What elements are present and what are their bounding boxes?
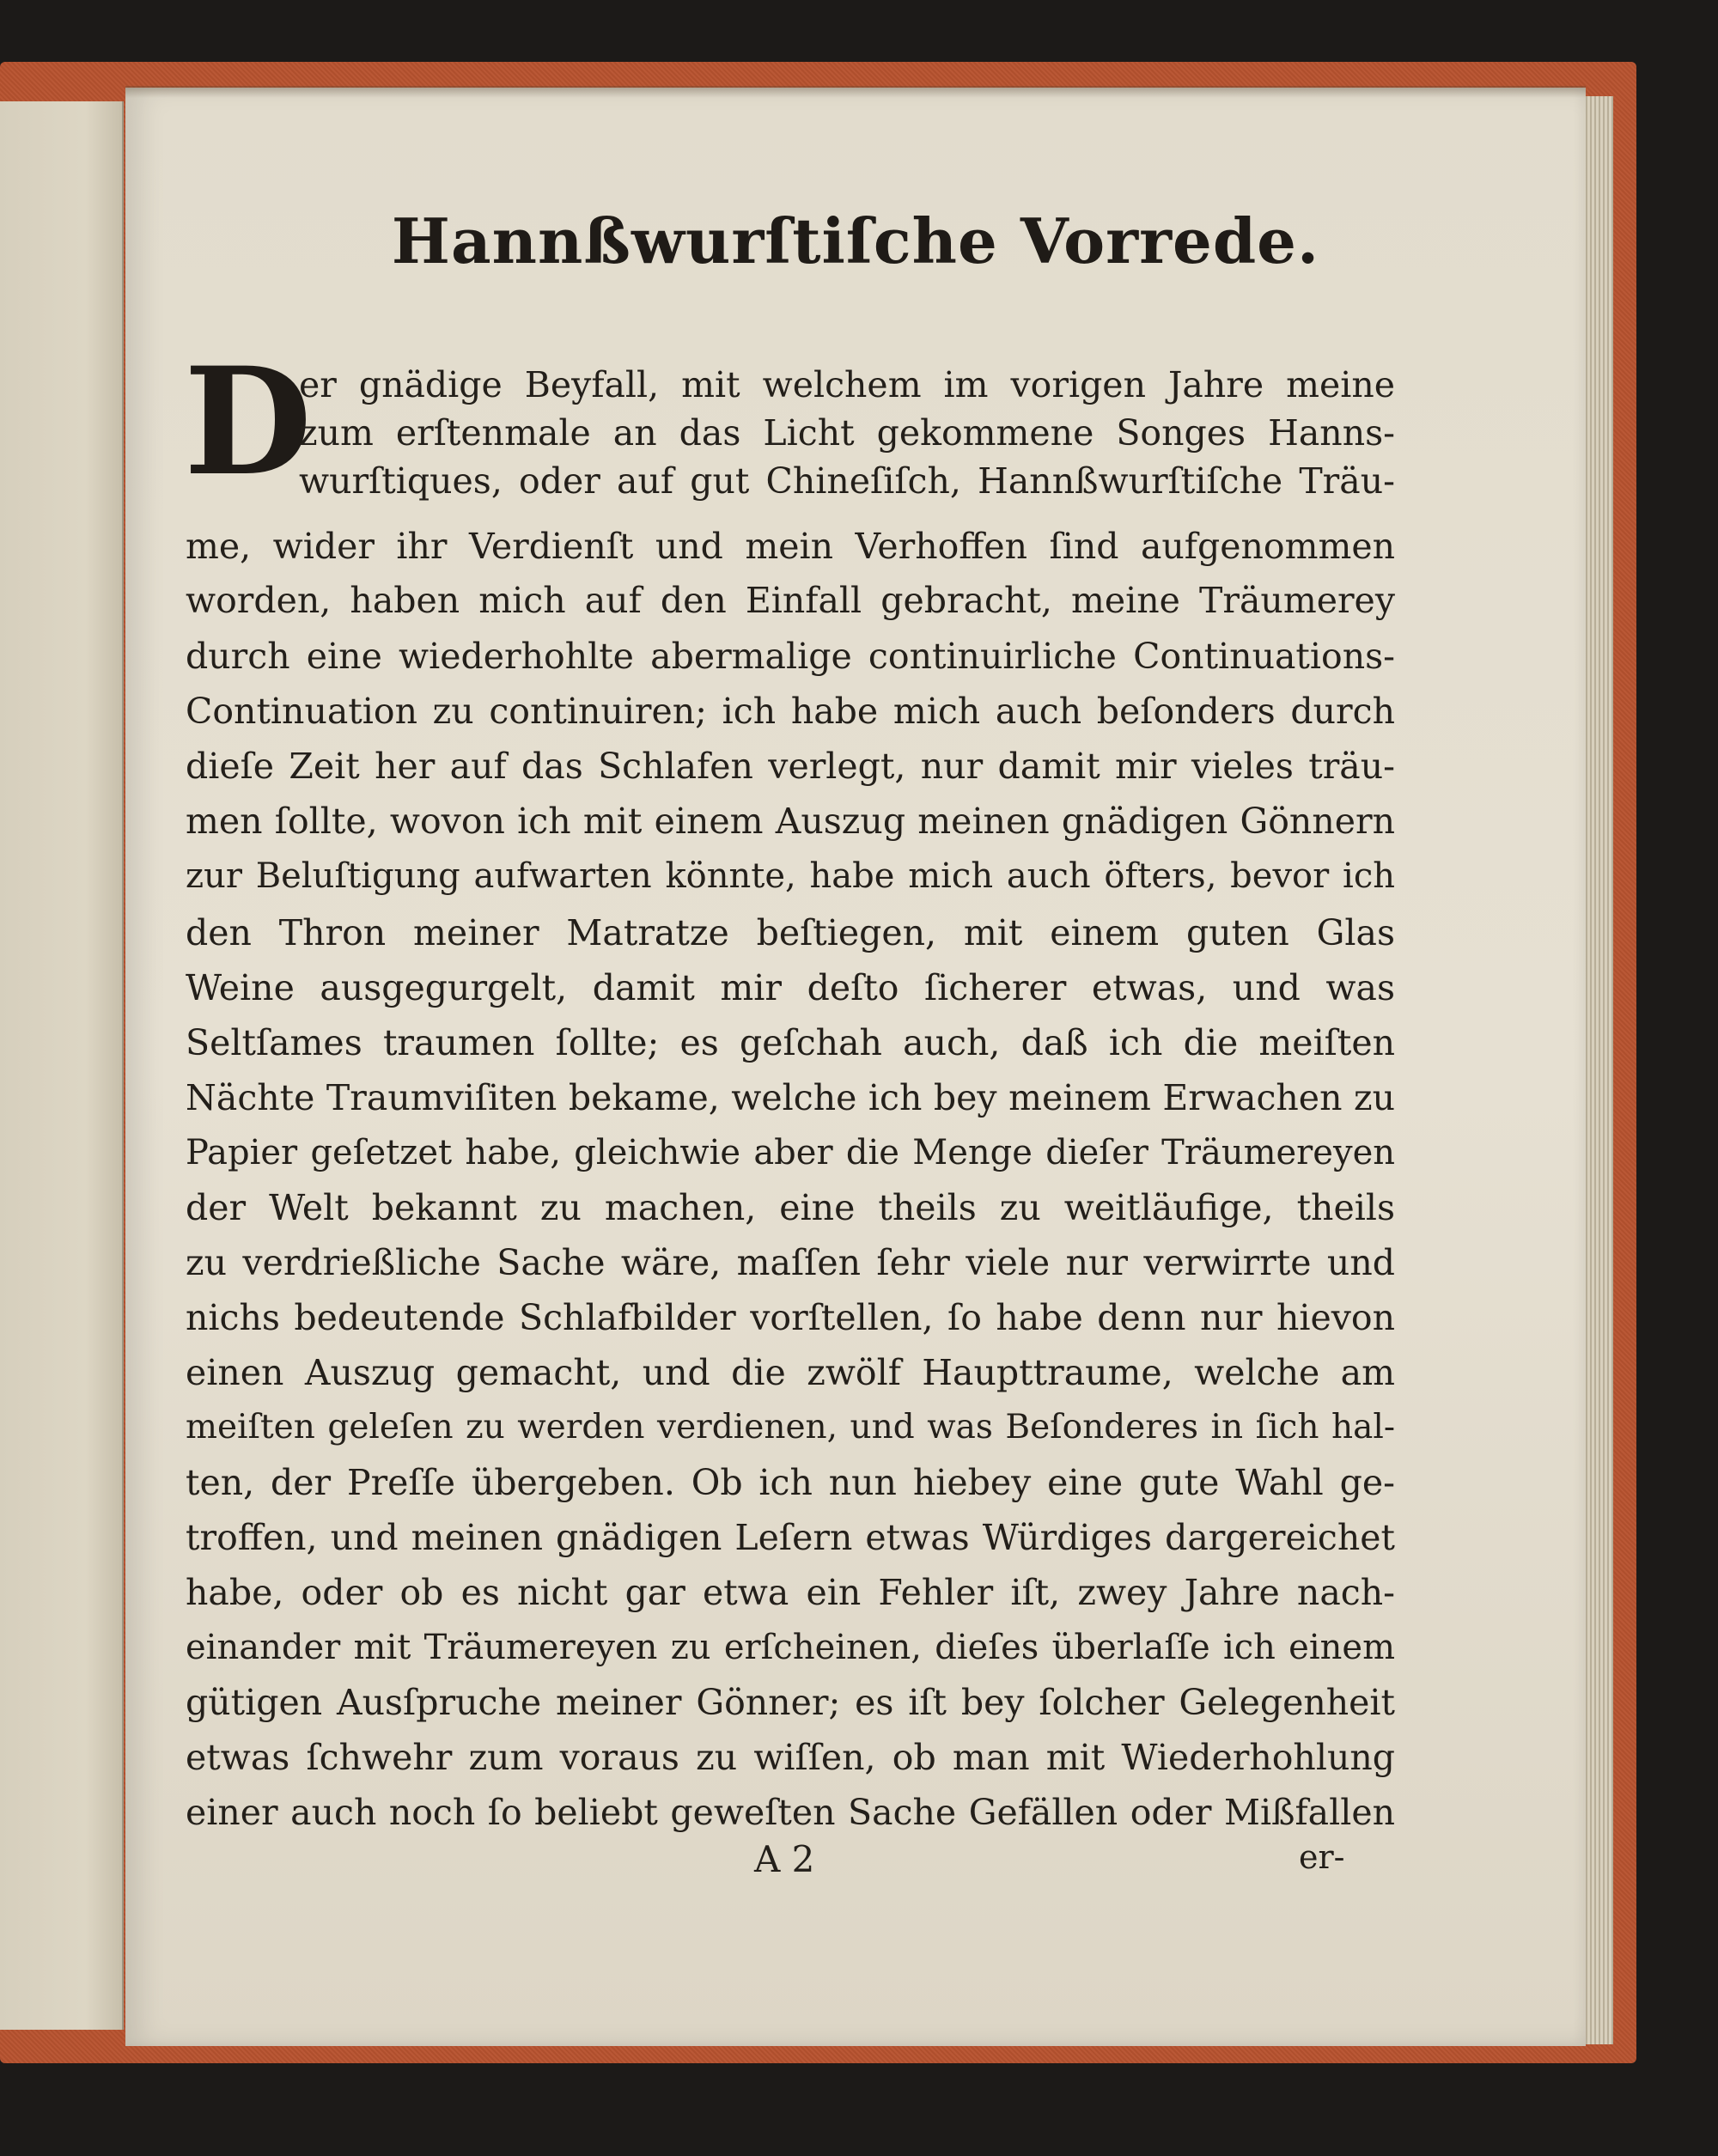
text-line: den Thron meiner Matratze beſtiegen, mit einem guten Glas — [186, 912, 1395, 953]
text-line: ten, der Preſſe übergeben. Ob ich nun hiebey eine gute Wahl ge- — [186, 1462, 1395, 1503]
text-line: gütigen Ausſpruche meiner Gönner; es iſt bey ſolcher Gelegenheit — [186, 1682, 1395, 1723]
text-line: einer auch noch ſo beliebt geweſten Sache Gefällen oder Mißfallen — [186, 1792, 1395, 1833]
text-line: zu verdrießliche Sache wäre, maſſen ſehr viele nur verwirrte und — [186, 1242, 1395, 1283]
text-line: me, wider ihr Verdienſt und mein Verhoffen ſind aufgenommen — [186, 526, 1395, 567]
text-line: durch eine wiederhohlte abermalige continuirliche Continuations- — [186, 636, 1395, 677]
text-line: Weine ausgegurgelt, damit mir deſto ſicherer etwas, und was — [186, 967, 1395, 1008]
catchword: er- — [1299, 1838, 1345, 1876]
left-page-edge — [0, 101, 124, 2030]
drop-initial: D — [184, 334, 313, 509]
text-line: men ſollte, wovon ich mit einem Auszug meinen gnädigen Gönnern — [186, 801, 1395, 842]
signature-mark: A 2 — [754, 1838, 815, 1880]
text-line: einen Auszug gemacht, und die zwölf Haupttraume, welche am — [186, 1352, 1395, 1393]
text-line: einander mit Träumereyen zu erſcheinen, dieſes überlaſſe ich einem — [186, 1628, 1395, 1667]
text-line: Continuation zu continuiren; ich habe mich auch beſonders durch — [186, 691, 1395, 732]
text-line: Papier geſetzet habe, gleichwie aber die Menge dieſer Träumereyen — [186, 1133, 1395, 1172]
text-line: dieſe Zeit her auf das Schlafen verlegt, nur damit mir vieles träu- — [186, 746, 1395, 787]
text-line: der Welt bekannt zu machen, eine theils zu weitläufige, theils — [186, 1187, 1395, 1228]
text-line: worden, haben mich auf den Einfall gebracht, meine Träumerey — [186, 580, 1395, 621]
text-line: meiſten geleſen zu werden verdienen, und was Beſonderes in ſich hal- — [186, 1408, 1395, 1446]
text-line: habe, oder ob es nicht gar etwa ein Fehler iſt, zwey Jahre nach- — [186, 1572, 1395, 1613]
text-line: er gnädige Beyfall, mit welchem im vorigen Jahre meine — [299, 364, 1395, 405]
page-shadow — [125, 86, 1586, 98]
text-line: Seltſames traumen ſollte; es geſchah auch, daß ich die meiſten — [186, 1022, 1395, 1063]
text-line: nichs bedeutende Schlafbilder vorſtellen, ſo habe denn nur hievon — [186, 1297, 1395, 1338]
text-line: wurſtiques, oder auf gut Chineſiſch, Hannßwurſtiſche Träu- — [299, 460, 1395, 502]
page-heading: Hannßwurſtiſche Vorrede. — [391, 204, 1320, 277]
text-line: zum erſtenmale an das Licht gekommene Songes Hanns- — [299, 412, 1395, 454]
text-line: troffen, und meinen gnädigen Leſern etwas Würdiges dargereichet — [186, 1517, 1395, 1558]
text-line: Nächte Traumviſiten bekame, welche ich bey meinem Erwachen zu — [186, 1077, 1395, 1118]
text-line: etwas ſchwehr zum voraus zu wiſſen, ob man mit Wiederhohlung — [186, 1737, 1395, 1778]
text-line: zur Beluſtigung aufwarten könnte, habe mich auch öfters, bevor ich — [186, 856, 1395, 896]
